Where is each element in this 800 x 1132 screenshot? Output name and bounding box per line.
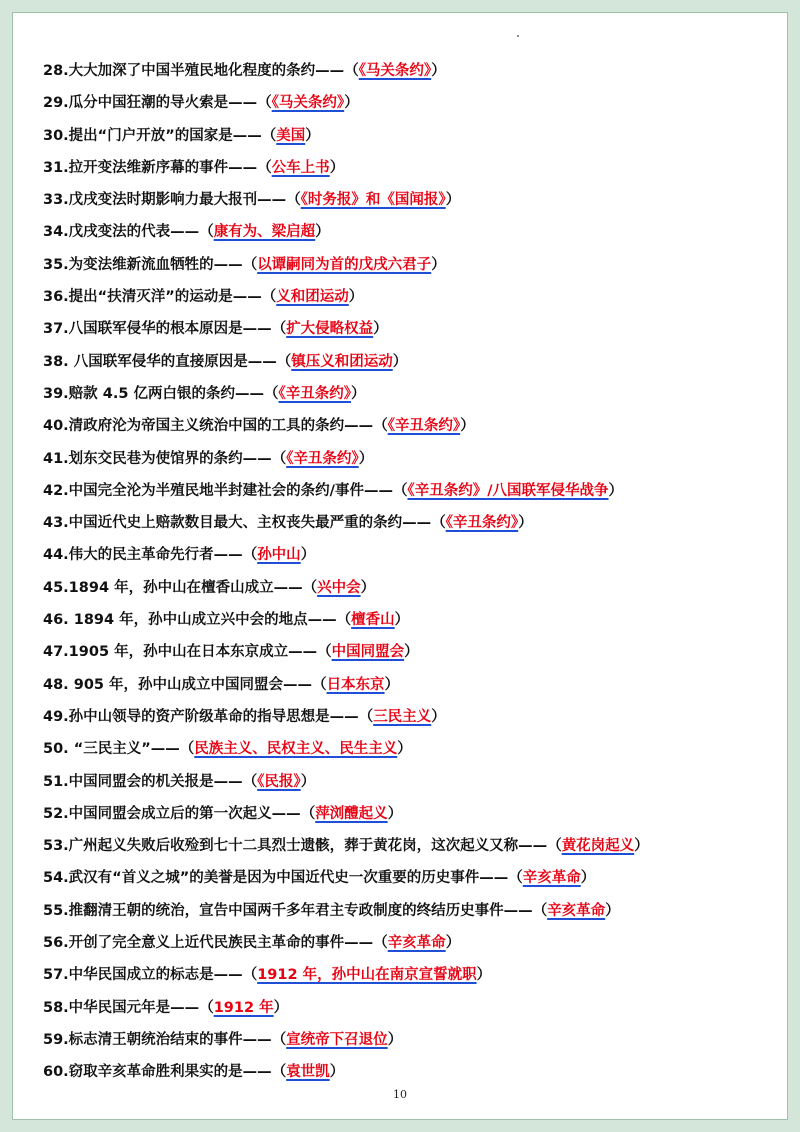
- answer-text: 《辛丑条约》: [286, 450, 359, 467]
- question-text: 56.开创了完全意义上近代民族民主革命的事件——: [43, 935, 374, 952]
- answer-text: 1912 年: [213, 999, 274, 1016]
- answer-text: 宣统帝下召退位: [286, 1031, 388, 1048]
- close-paren: ）: [384, 676, 400, 693]
- question-text: 28.大大加深了中国半殖民地化程度的条约——: [43, 63, 345, 79]
- question-text: 38. 八国联军侵华的直接原因是——: [43, 353, 277, 370]
- answer-text: 孙中山: [257, 547, 301, 564]
- scan-dot: [517, 35, 519, 37]
- answer-text: 美国: [276, 127, 306, 144]
- close-paren: ）: [445, 192, 461, 209]
- question-text: 36.提出“扶清灭洋”的运动是——: [43, 289, 262, 306]
- answer-text: 1912 年，孙中山在南京宣誓就职: [257, 967, 477, 984]
- answer-text: 以谭嗣同为首的戊戌六君子: [257, 256, 432, 273]
- close-paren: ）: [431, 708, 446, 725]
- close-paren: ）: [460, 418, 475, 435]
- question-text: 52.中国同盟会成立后的第一次起义——: [43, 805, 301, 822]
- qa-item: [43, 55, 767, 87]
- open-paren: （: [547, 838, 562, 855]
- answer-text: 《马关条约》: [271, 95, 345, 112]
- close-paren: ）: [273, 999, 289, 1016]
- answer-text: 辛亥革命: [387, 935, 446, 952]
- qa-item: [43, 636, 767, 668]
- open-paren: （: [508, 870, 523, 887]
- question-text: 59.标志清王朝统治结束的事件——: [43, 1031, 272, 1048]
- open-paren: （: [302, 579, 318, 596]
- question-text: 45.1894 年，孙中山在檀香山成立——: [43, 579, 303, 596]
- close-paren: ）: [373, 321, 388, 338]
- open-paren: （: [179, 741, 195, 758]
- close-paren: ）: [315, 224, 330, 241]
- question-text: 34.戊戌变法的代表——: [43, 224, 200, 241]
- answer-text: 辛亥革命: [522, 870, 581, 887]
- open-paren: （: [373, 418, 388, 435]
- close-paren: ）: [329, 159, 345, 176]
- close-paren: ）: [608, 482, 624, 499]
- close-paren: ）: [350, 385, 366, 402]
- qa-item: [43, 249, 767, 281]
- question-answer-list: [43, 55, 767, 1089]
- qa-item: [43, 443, 767, 475]
- question-text: 43.中国近代史上赔款数目最大、主权丧失最严重的条约——: [43, 515, 432, 532]
- close-paren: ）: [397, 741, 412, 758]
- document-page: [12, 12, 788, 1120]
- qa-item: [43, 1024, 767, 1056]
- question-text: 57.中华民国成立的标志是——: [43, 967, 243, 984]
- qa-item: [43, 410, 767, 442]
- question-text: 53.广州起义失败后收殓到七十二具烈士遗骸，葬于黄花岗，这次起义又称——: [43, 838, 548, 855]
- qa-item: [43, 927, 767, 959]
- close-paren: ）: [518, 515, 533, 532]
- open-paren: （: [431, 515, 446, 532]
- open-paren: （: [532, 902, 548, 919]
- close-paren: ）: [404, 644, 419, 661]
- question-text: 51.中国同盟会的机关报是——: [43, 773, 243, 790]
- answer-text: 民族主义、民权主义、民生主义: [194, 741, 398, 758]
- qa-item: [43, 701, 767, 733]
- question-text: 55.推翻清王朝的统治，宣告中国两千多年君主专政制度的终结历史事件——: [43, 902, 533, 919]
- close-paren: ）: [348, 289, 364, 306]
- open-paren: （: [317, 644, 332, 661]
- close-paren: ）: [360, 579, 376, 596]
- close-paren: ）: [634, 838, 649, 855]
- answer-text: 《时务报》和《国闻报》: [300, 192, 446, 209]
- question-text: 39.赔款 4.5 亿两白银的条约——: [43, 385, 264, 402]
- qa-item: [43, 992, 767, 1024]
- close-paren: ）: [387, 1031, 403, 1048]
- close-paren: ）: [392, 353, 408, 370]
- open-paren: （: [261, 289, 277, 306]
- qa-item: [43, 1056, 767, 1088]
- close-paren: ）: [476, 967, 492, 984]
- answer-text: 扩大侵略权益: [286, 321, 374, 338]
- question-text: 41.划东交民巷为使馆界的条约——: [43, 450, 272, 467]
- open-paren: （: [242, 967, 258, 984]
- qa-item: [43, 378, 767, 410]
- qa-item: [43, 766, 767, 798]
- answer-text: 辛亥革命: [547, 902, 606, 919]
- close-paren: ）: [431, 63, 446, 79]
- qa-item: [43, 895, 767, 927]
- qa-item: [43, 346, 767, 378]
- qa-item: [43, 798, 767, 830]
- qa-item: [43, 539, 767, 571]
- open-paren: （: [276, 353, 292, 370]
- close-paren: ）: [300, 547, 316, 564]
- open-paren: （: [257, 95, 272, 112]
- open-paren: （: [263, 385, 279, 402]
- question-text: 47.1905 年，孙中山在日本东京成立——: [43, 644, 318, 661]
- open-paren: （: [271, 1064, 287, 1081]
- question-text: 29.瓜分中国狂潮的导火索是——: [43, 95, 258, 112]
- question-text: 33.戊戌变法时期影响力最大报刊——: [43, 192, 287, 209]
- open-paren: （: [242, 256, 258, 273]
- open-paren: （: [257, 159, 272, 176]
- answer-text: 袁世凯: [286, 1064, 330, 1081]
- answer-text: 檀香山: [351, 612, 395, 629]
- close-paren: ）: [305, 127, 320, 144]
- close-paren: ）: [387, 805, 403, 822]
- qa-item: [43, 184, 767, 216]
- qa-item: [43, 959, 767, 991]
- answer-text: 《民报》: [257, 773, 301, 790]
- open-paren: （: [373, 935, 388, 952]
- answer-text: 义和团运动: [276, 289, 349, 306]
- question-text: 30.提出“门户开放”的国家是——: [43, 127, 262, 144]
- qa-item: [43, 216, 767, 248]
- question-text: 49.孙中山领导的资产阶级革命的指导思想是——: [43, 708, 359, 725]
- question-text: 48. 905 年，孙中山成立中国同盟会——: [43, 676, 313, 693]
- answer-text: 《马关条约》: [358, 63, 432, 79]
- question-text: 37.八国联军侵华的根本原因是——: [43, 321, 272, 338]
- open-paren: （: [242, 547, 258, 564]
- open-paren: （: [271, 321, 287, 338]
- question-text: 54.武汉有“首义之城”的美誉是因为中国近代史一次重要的历史事件——: [43, 870, 509, 887]
- answer-text: 公车上书: [271, 159, 330, 176]
- qa-item: [43, 87, 767, 119]
- open-paren: （: [344, 63, 359, 79]
- answer-text: 《辛丑条约》: [278, 385, 351, 402]
- close-paren: ）: [394, 612, 410, 629]
- question-text: 31.拉开变法维新序幕的事件——: [43, 159, 258, 176]
- qa-item: [43, 733, 767, 765]
- open-paren: （: [358, 708, 374, 725]
- open-paren: （: [199, 999, 214, 1016]
- open-paren: （: [300, 805, 316, 822]
- open-paren: （: [392, 482, 408, 499]
- close-paren: ）: [605, 902, 620, 919]
- close-paren: ）: [300, 773, 316, 790]
- open-paren: （: [312, 676, 327, 693]
- answer-text: 黄花岗起义: [561, 838, 635, 855]
- open-paren: （: [242, 773, 258, 790]
- answer-text: 日本东京: [326, 676, 385, 693]
- open-paren: （: [271, 1031, 287, 1048]
- answer-text: 《辛丑条约》/八国联军侵华战争: [407, 482, 609, 499]
- close-paren: ）: [580, 870, 596, 887]
- answer-text: 兴中会: [317, 579, 361, 596]
- close-paren: ）: [445, 935, 461, 952]
- close-paren: ）: [431, 256, 446, 273]
- answer-text: 康有为、梁启超: [213, 224, 316, 241]
- qa-item: [43, 862, 767, 894]
- qa-item: [43, 313, 767, 345]
- page-number: 10: [393, 1088, 407, 1101]
- question-text: 60.窃取辛亥革命胜利果实的是——: [43, 1064, 272, 1081]
- qa-item: [43, 152, 767, 184]
- close-paren: ）: [344, 95, 359, 112]
- answer-text: 《辛丑条约》: [445, 515, 519, 532]
- qa-item: [43, 281, 767, 313]
- question-text: 46. 1894 年，孙中山成立兴中会的地点——: [43, 612, 337, 629]
- qa-item: [43, 604, 767, 636]
- answer-text: 三民主义: [373, 708, 432, 725]
- qa-item: [43, 475, 767, 507]
- close-paren: ）: [329, 1064, 345, 1081]
- question-text: 42.中国完全沦为半殖民地半封建社会的条约/事件——: [43, 482, 393, 499]
- open-paren: （: [261, 127, 277, 144]
- qa-item: [43, 572, 767, 604]
- answer-text: 《辛丑条约》: [387, 418, 461, 435]
- question-text: 35.为变法维新流血牺牲的——: [43, 256, 243, 273]
- answer-text: 镇压义和团运动: [291, 353, 393, 370]
- qa-item: [43, 669, 767, 701]
- answer-text: 萍浏醴起义: [315, 805, 388, 822]
- question-text: 50. “三民主义”——: [43, 741, 180, 758]
- question-text: 40.清政府沦为帝国主义统治中国的工具的条约——: [43, 418, 374, 435]
- question-text: 44.伟大的民主革命先行者——: [43, 547, 243, 564]
- question-text: 58.中华民国元年是——: [43, 999, 200, 1016]
- qa-item: [43, 830, 767, 862]
- qa-item: [43, 120, 767, 152]
- answer-text: 中国同盟会: [331, 644, 405, 661]
- open-paren: （: [286, 192, 301, 209]
- open-paren: （: [271, 450, 287, 467]
- open-paren: （: [336, 612, 352, 629]
- qa-item: [43, 507, 767, 539]
- close-paren: ）: [358, 450, 374, 467]
- open-paren: （: [199, 224, 214, 241]
